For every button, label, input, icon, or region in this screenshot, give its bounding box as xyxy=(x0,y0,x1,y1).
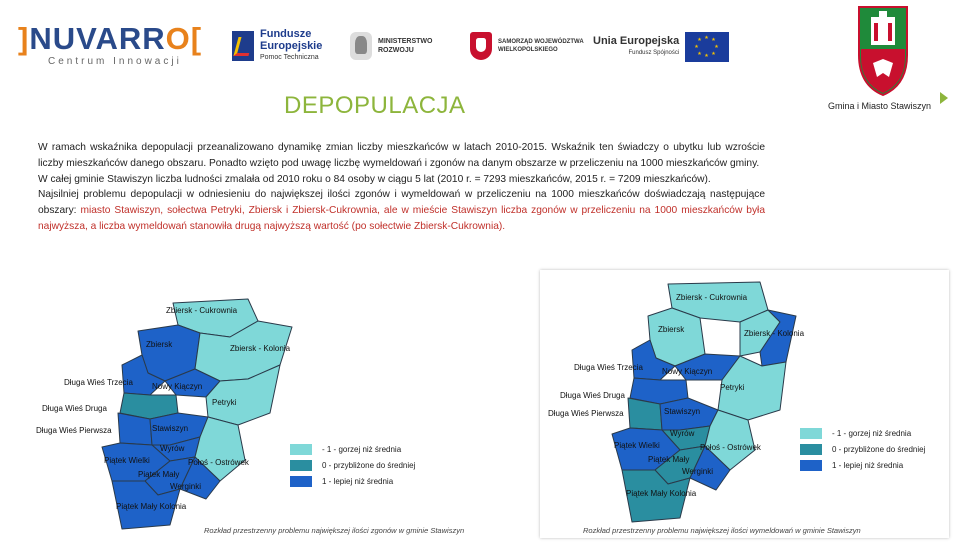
map-deaths xyxy=(30,285,440,540)
label-zbiersk: Zbiersk xyxy=(658,325,685,334)
label-dluga-pierwsza: Długa Wieś Pierwsza xyxy=(548,409,624,418)
label-werginki: Werginki xyxy=(682,467,713,476)
label-dluga-trzecia: Długa Wieś Trzecia xyxy=(64,378,133,387)
legend-row xyxy=(290,441,415,457)
label-dluga-trzecia: Długa Wieś Trzecia xyxy=(574,363,643,372)
label-zbiersk-kolonia: Zbiersk - Kolonia xyxy=(230,344,291,353)
mr-line2: ROZWOJU xyxy=(378,47,414,54)
nuvarro-bracket-icon: [ xyxy=(190,21,203,56)
legend-swatch xyxy=(290,460,312,471)
legend-label: - 1 - gorzej niż średnia xyxy=(322,444,402,454)
label-piatek-maly-kolonia: Piątek Mały Kolonia xyxy=(116,502,187,511)
ue-line1: Unia Europejska xyxy=(593,35,680,47)
nuvarro-name-o: O xyxy=(165,21,191,56)
label-dluga-pierwsza: Długa Wieś Pierwsza xyxy=(36,426,112,435)
paragraph-3-highlight: miasto Stawiszyn, sołectwa Petryki, Zbiersk i Zbiersk-Cukrownia, ale w mieście Stawiszyn liczba zgonów w przeliczeniu na 1000 mieszkańców była najwyższa, a liczba wymeldowań stanowiła drugą najwyższą wartość (po sołectwie Zbiersk-Cukrownia). xyxy=(38,205,765,232)
legend-swatch xyxy=(800,428,822,439)
label-piatek-wielki: Piątek Wielki xyxy=(104,456,150,465)
wlkp-line1: SAMORZĄD WOJEWÓDZTWA xyxy=(498,39,584,45)
label-zbiersk-cukrownia: Zbiersk - Cukrownia xyxy=(676,293,748,302)
caption-deaths: Rozkład przestrzenny problemu największej ilości zgonów w gminie Stawiszyn xyxy=(204,526,465,535)
body-text xyxy=(38,140,765,235)
paragraph-3 xyxy=(38,187,765,234)
fundusze-europejskie-logo xyxy=(232,28,322,64)
paragraph-3-lead: Najsilniej problemu depopulacji w odniesieniu do największej ilości zgonów i wymeldowań w przeliczeniu na 1000 mieszkańców doświadczają następujące obszary: xyxy=(38,189,765,217)
triangle-icon xyxy=(940,92,948,104)
legend-label: 0 - przybliżone do średniej xyxy=(832,444,926,454)
label-piatek-maly-kolonia: Piątek Mały Kolonia xyxy=(626,489,697,498)
caption-deregistrations: Rozkład przestrzenny problemu największej ilości wymeldowań w gminie Stawiszyn xyxy=(583,526,861,535)
nuvarro-subtitle: Centrum Innowacji xyxy=(48,56,182,67)
legend-row xyxy=(290,457,415,473)
legend-row xyxy=(800,457,925,473)
wielkopolska-shield-icon xyxy=(470,32,492,60)
label-polos-ostrowek: Połoś - Ostrówek xyxy=(700,443,761,452)
ministerstwo-rozwoju-logo xyxy=(350,32,432,60)
page-title: DEPOPULACJA xyxy=(284,92,466,119)
label-piatek-maly: Piątek Mały xyxy=(138,470,180,479)
legend-label: 0 - przybliżone do średniej xyxy=(322,460,416,470)
legend-label: 1 - lepiej niż średnia xyxy=(832,460,904,470)
gmina-label: Gmina i Miasto Stawiszyn xyxy=(828,101,932,111)
label-werginki: Werginki xyxy=(170,482,201,491)
label-zbiersk-kolonia: Zbiersk - Kolonia xyxy=(744,329,805,338)
nuvarro-name: NUVARR xyxy=(29,21,166,56)
legend-row xyxy=(800,425,925,441)
legend-label: - 1 - gorzej niż średnia xyxy=(832,428,912,438)
legend-swatch xyxy=(290,444,312,455)
coat-of-arms-icon xyxy=(857,5,909,97)
legend-swatch xyxy=(800,460,822,471)
fe-flag-icon xyxy=(232,31,254,61)
ue-line2: Fundusz Spójności xyxy=(628,50,680,56)
nuvarro-bracket-icon: ] xyxy=(18,21,30,56)
wlkp-line2: WIELKOPOLSKIEGO xyxy=(498,47,558,53)
map-deregistrations xyxy=(540,270,949,538)
label-nowy-kiaczyn: Nowy Kiączyn xyxy=(662,367,713,376)
fe-line1: Fundusze xyxy=(260,28,312,40)
nuvarro-logo xyxy=(18,21,203,67)
unia-europejska-logo xyxy=(593,32,729,62)
wielkopolska-logo xyxy=(470,32,584,60)
legend-row xyxy=(290,473,415,489)
paragraph-2: W całej gminie Stawiszyn liczba ludności zmalała od 2010 roku o 84 osoby w ciągu 5 lat (2010 r. = 7293 mieszkańców, 2015 r. = 7209 mieszkańców). xyxy=(38,173,711,185)
label-polos-ostrowek: Połoś - Ostrówek xyxy=(188,458,249,467)
label-nowy-kiaczyn: Nowy Kiączyn xyxy=(152,382,203,391)
label-wyrow: Wyrów xyxy=(670,429,695,438)
eagle-icon xyxy=(350,32,372,60)
fe-line2: Europejskie xyxy=(260,40,323,52)
label-dluga-druga: Długa Wieś Druga xyxy=(560,391,625,400)
mr-line1: MINISTERSTWO xyxy=(378,38,433,45)
legend-deregistrations xyxy=(800,425,925,473)
label-stawiszyn: Stawiszyn xyxy=(664,407,701,416)
label-piatek-wielki: Piątek Wielki xyxy=(614,441,660,450)
legend-swatch xyxy=(290,476,312,487)
legend-row xyxy=(800,441,925,457)
legend-swatch xyxy=(800,444,822,455)
legend-deaths xyxy=(290,441,415,489)
eu-flag-icon: ★ ★ ★ ★ ★ ★ ★ ★ xyxy=(685,32,729,62)
label-petryki: Petryki xyxy=(720,383,745,392)
label-wyrow: Wyrów xyxy=(160,444,185,453)
label-dluga-druga: Długa Wieś Druga xyxy=(42,404,107,413)
label-piatek-maly: Piątek Mały xyxy=(648,455,690,464)
label-stawiszyn: Stawiszyn xyxy=(152,424,189,433)
label-zbiersk: Zbiersk xyxy=(146,340,173,349)
fe-line3: Pomoc Techniczna xyxy=(260,54,319,61)
label-petryki: Petryki xyxy=(212,398,237,407)
label-zbiersk-cukrownia: Zbiersk - Cukrownia xyxy=(166,306,238,315)
paragraph-1: W ramach wskaźnika depopulacji przeanalizowano dynamikę zmian liczby mieszkańców w latach 2010-2015. Wskaźnik ten świadczy o ubytku lub wzroście liczby mieszkańców danego obszaru. Ponadto wzięto pod uwagę liczbę wymeldowań i zgonów na danym obszarze w przeliczeniu na 1000 mieszkańców gminy. xyxy=(38,142,765,169)
legend-label: 1 - lepiej niż średnia xyxy=(322,476,394,486)
logo-bar xyxy=(0,0,960,90)
